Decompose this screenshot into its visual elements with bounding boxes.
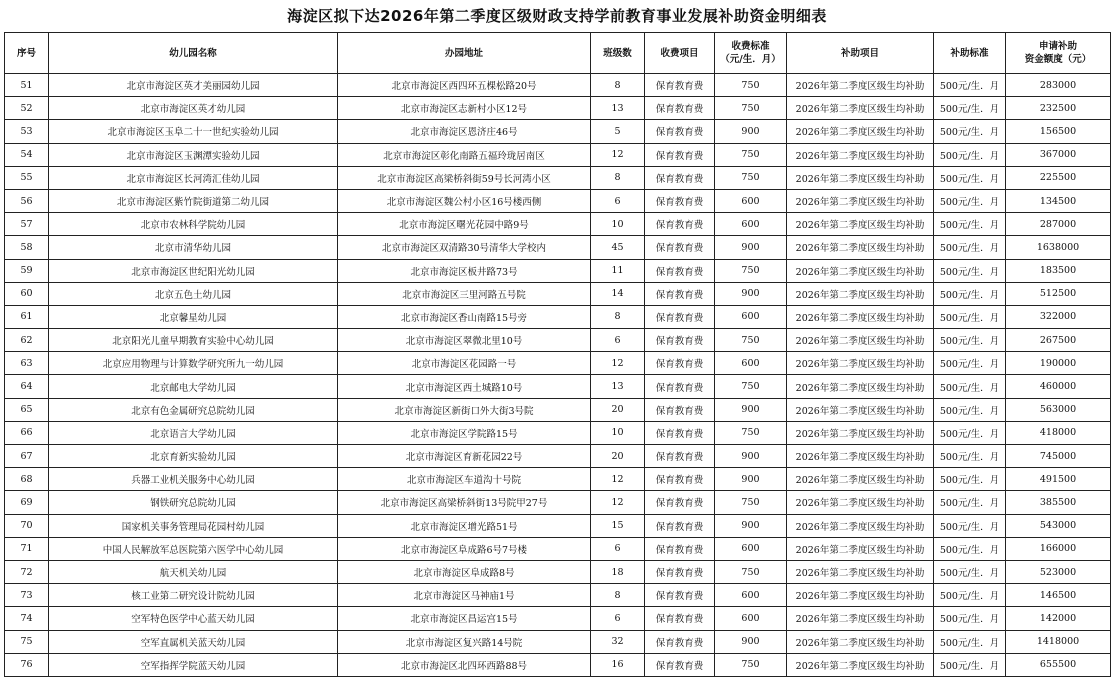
- cell-address: 北京市海淀区曙光花园中路9号: [338, 213, 591, 236]
- cell-address: 北京市海淀区西土城路10号: [338, 375, 591, 398]
- cell-class-count: 12: [591, 352, 645, 375]
- cell-subsidy-item: 2026年第二季度区级生均补助: [787, 236, 934, 259]
- subsidy-table: [4, 32, 1111, 677]
- cell-subsidy-item: 2026年第二季度区级生均补助: [787, 74, 934, 97]
- cell-kindergarten-name: 空军特色医学中心蓝天幼儿园: [49, 607, 338, 630]
- cell-index: 52: [5, 97, 49, 120]
- cell-subsidy-amount: 385500: [1006, 491, 1111, 514]
- cell-subsidy-item: 2026年第二季度区级生均补助: [787, 398, 934, 421]
- cell-address: 北京市海淀区阜成路6号7号楼: [338, 537, 591, 560]
- document-title: 海淀区拟下达2026年第二季度区级财政支持学前教育事业发展补助资金明细表: [287, 7, 827, 25]
- table-row: [5, 120, 1111, 143]
- cell-index: 67: [5, 445, 49, 468]
- cell-fee-standard: 600: [715, 607, 787, 630]
- cell-subsidy-item: 2026年第二季度区级生均补助: [787, 375, 934, 398]
- cell-fee-item: 保育教育费: [645, 653, 715, 676]
- cell-class-count: 6: [591, 537, 645, 560]
- cell-subsidy-standard: 500元/生．月: [934, 213, 1006, 236]
- table-row: [5, 537, 1111, 560]
- table-row: [5, 653, 1111, 676]
- cell-index: 61: [5, 305, 49, 328]
- cell-class-count: 20: [591, 445, 645, 468]
- table-row: [5, 421, 1111, 444]
- table-row: [5, 352, 1111, 375]
- cell-fee-standard: 900: [715, 236, 787, 259]
- cell-class-count: 14: [591, 282, 645, 305]
- cell-class-count: 10: [591, 213, 645, 236]
- cell-fee-item: 保育教育费: [645, 560, 715, 583]
- cell-class-count: 32: [591, 630, 645, 653]
- cell-kindergarten-name: 北京市海淀区玉阜二十一世纪实验幼儿园: [49, 120, 338, 143]
- table-row: [5, 584, 1111, 607]
- cell-subsidy-amount: 225500: [1006, 166, 1111, 189]
- cell-fee-standard: 900: [715, 468, 787, 491]
- cell-subsidy-item: 2026年第二季度区级生均补助: [787, 421, 934, 444]
- cell-index: 64: [5, 375, 49, 398]
- table-row: [5, 398, 1111, 421]
- cell-subsidy-standard: 500元/生．月: [934, 584, 1006, 607]
- cell-index: 55: [5, 166, 49, 189]
- header-kindergarten-name: 幼儿园名称: [49, 33, 338, 74]
- cell-fee-standard: 600: [715, 189, 787, 212]
- cell-subsidy-item: 2026年第二季度区级生均补助: [787, 607, 934, 630]
- cell-subsidy-item: 2026年第二季度区级生均补助: [787, 305, 934, 328]
- cell-address: 北京市海淀区昌运宫15号: [338, 607, 591, 630]
- cell-address: 北京市海淀区高梁桥斜街59号长河湾小区: [338, 166, 591, 189]
- cell-fee-item: 保育教育费: [645, 120, 715, 143]
- cell-address: 北京市海淀区双清路30号清华大学校内: [338, 236, 591, 259]
- cell-subsidy-amount: 267500: [1006, 329, 1111, 352]
- table-row: [5, 329, 1111, 352]
- header-class-count: 班级数: [591, 33, 645, 74]
- cell-class-count: 12: [591, 143, 645, 166]
- cell-fee-standard: 600: [715, 352, 787, 375]
- cell-kindergarten-name: 北京市海淀区英才幼儿园: [49, 97, 338, 120]
- cell-fee-standard: 750: [715, 560, 787, 583]
- cell-subsidy-standard: 500元/生．月: [934, 653, 1006, 676]
- header-fee-standard: 收费标准 （元/生．月）: [715, 33, 787, 74]
- cell-subsidy-item: 2026年第二季度区级生均补助: [787, 97, 934, 120]
- cell-kindergarten-name: 北京市农林科学院幼儿园: [49, 213, 338, 236]
- cell-class-count: 18: [591, 560, 645, 583]
- cell-fee-standard: 750: [715, 653, 787, 676]
- cell-fee-standard: 750: [715, 166, 787, 189]
- cell-index: 68: [5, 468, 49, 491]
- cell-subsidy-amount: 491500: [1006, 468, 1111, 491]
- cell-address: 北京市海淀区花园路一号: [338, 352, 591, 375]
- cell-address: 北京市海淀区车道沟十号院: [338, 468, 591, 491]
- cell-subsidy-item: 2026年第二季度区级生均补助: [787, 352, 934, 375]
- cell-index: 54: [5, 143, 49, 166]
- header-subsidy-item: 补助项目: [787, 33, 934, 74]
- cell-kindergarten-name: 北京育新实验幼儿园: [49, 445, 338, 468]
- cell-kindergarten-name: 北京语言大学幼儿园: [49, 421, 338, 444]
- cell-fee-item: 保育教育费: [645, 398, 715, 421]
- cell-fee-standard: 900: [715, 282, 787, 305]
- cell-fee-standard: 600: [715, 537, 787, 560]
- cell-kindergarten-name: 北京邮电大学幼儿园: [49, 375, 338, 398]
- cell-subsidy-item: 2026年第二季度区级生均补助: [787, 120, 934, 143]
- cell-index: 60: [5, 282, 49, 305]
- cell-subsidy-standard: 500元/生．月: [934, 607, 1006, 630]
- cell-subsidy-standard: 500元/生．月: [934, 97, 1006, 120]
- cell-class-count: 20: [591, 398, 645, 421]
- cell-class-count: 16: [591, 653, 645, 676]
- cell-subsidy-standard: 500元/生．月: [934, 166, 1006, 189]
- cell-fee-item: 保育教育费: [645, 607, 715, 630]
- table-row: [5, 259, 1111, 282]
- cell-address: 北京市海淀区新街口外大街3号院: [338, 398, 591, 421]
- cell-index: 57: [5, 213, 49, 236]
- cell-address: 北京市海淀区阜成路8号: [338, 560, 591, 583]
- cell-index: 74: [5, 607, 49, 630]
- cell-index: 65: [5, 398, 49, 421]
- cell-subsidy-standard: 500元/生．月: [934, 329, 1006, 352]
- cell-subsidy-amount: 146500: [1006, 584, 1111, 607]
- cell-subsidy-item: 2026年第二季度区级生均补助: [787, 653, 934, 676]
- cell-subsidy-item: 2026年第二季度区级生均补助: [787, 166, 934, 189]
- cell-index: 73: [5, 584, 49, 607]
- cell-fee-standard: 750: [715, 491, 787, 514]
- cell-address: 北京市海淀区西四环五棵松路20号: [338, 74, 591, 97]
- table-row: [5, 560, 1111, 583]
- cell-subsidy-amount: 166000: [1006, 537, 1111, 560]
- table-row: [5, 375, 1111, 398]
- cell-index: 62: [5, 329, 49, 352]
- table-row: [5, 74, 1111, 97]
- cell-subsidy-standard: 500元/生．月: [934, 236, 1006, 259]
- cell-address: 北京市海淀区翠微北里10号: [338, 329, 591, 352]
- cell-kindergarten-name: 北京馨星幼儿园: [49, 305, 338, 328]
- header-subsidy-standard: 补助标准: [934, 33, 1006, 74]
- cell-fee-item: 保育教育费: [645, 97, 715, 120]
- cell-fee-item: 保育教育费: [645, 352, 715, 375]
- cell-subsidy-item: 2026年第二季度区级生均补助: [787, 537, 934, 560]
- header-row: [5, 33, 1111, 74]
- cell-subsidy-amount: 543000: [1006, 514, 1111, 537]
- cell-subsidy-standard: 500元/生．月: [934, 421, 1006, 444]
- table-row: [5, 445, 1111, 468]
- cell-fee-standard: 600: [715, 584, 787, 607]
- cell-class-count: 6: [591, 329, 645, 352]
- cell-subsidy-amount: 322000: [1006, 305, 1111, 328]
- cell-subsidy-amount: 156500: [1006, 120, 1111, 143]
- cell-subsidy-amount: 1418000: [1006, 630, 1111, 653]
- cell-subsidy-item: 2026年第二季度区级生均补助: [787, 584, 934, 607]
- cell-class-count: 13: [591, 375, 645, 398]
- cell-kindergarten-name: 核工业第二研究设计院幼儿园: [49, 584, 338, 607]
- cell-kindergarten-name: 国家机关事务管理局花园村幼儿园: [49, 514, 338, 537]
- cell-subsidy-item: 2026年第二季度区级生均补助: [787, 282, 934, 305]
- cell-address: 北京市海淀区志新村小区12号: [338, 97, 591, 120]
- cell-class-count: 10: [591, 421, 645, 444]
- cell-subsidy-standard: 500元/生．月: [934, 445, 1006, 468]
- cell-fee-item: 保育教育费: [645, 282, 715, 305]
- cell-class-count: 12: [591, 491, 645, 514]
- cell-fee-item: 保育教育费: [645, 514, 715, 537]
- cell-kindergarten-name: 中国人民解放军总医院第六医学中心幼儿园: [49, 537, 338, 560]
- table-row: [5, 282, 1111, 305]
- cell-index: 69: [5, 491, 49, 514]
- cell-class-count: 45: [591, 236, 645, 259]
- cell-index: 53: [5, 120, 49, 143]
- header-subsidy-amount: 申请补助 资金额度（元）: [1006, 33, 1111, 74]
- cell-fee-item: 保育教育费: [645, 166, 715, 189]
- cell-class-count: 8: [591, 584, 645, 607]
- cell-class-count: 8: [591, 166, 645, 189]
- cell-subsidy-item: 2026年第二季度区级生均补助: [787, 514, 934, 537]
- cell-fee-item: 保育教育费: [645, 305, 715, 328]
- table-row: [5, 514, 1111, 537]
- cell-index: 56: [5, 189, 49, 212]
- cell-fee-standard: 900: [715, 398, 787, 421]
- table-body: [5, 74, 1111, 677]
- cell-kindergarten-name: 北京市海淀区紫竹院街道第二幼儿园: [49, 189, 338, 212]
- cell-subsidy-item: 2026年第二季度区级生均补助: [787, 560, 934, 583]
- cell-address: 北京市海淀区香山南路15号旁: [338, 305, 591, 328]
- cell-subsidy-amount: 512500: [1006, 282, 1111, 305]
- cell-index: 51: [5, 74, 49, 97]
- cell-subsidy-item: 2026年第二季度区级生均补助: [787, 143, 934, 166]
- cell-subsidy-item: 2026年第二季度区级生均补助: [787, 491, 934, 514]
- cell-subsidy-standard: 500元/生．月: [934, 120, 1006, 143]
- cell-subsidy-standard: 500元/生．月: [934, 143, 1006, 166]
- cell-index: 76: [5, 653, 49, 676]
- cell-index: 63: [5, 352, 49, 375]
- cell-address: 北京市海淀区高梁桥斜街13号院甲27号: [338, 491, 591, 514]
- cell-kindergarten-name: 北京五色土幼儿园: [49, 282, 338, 305]
- cell-kindergarten-name: 北京阳光儿童早期教育实验中心幼儿园: [49, 329, 338, 352]
- cell-subsidy-amount: 142000: [1006, 607, 1111, 630]
- cell-subsidy-standard: 500元/生．月: [934, 537, 1006, 560]
- cell-class-count: 12: [591, 468, 645, 491]
- cell-subsidy-standard: 500元/生．月: [934, 375, 1006, 398]
- cell-class-count: 6: [591, 189, 645, 212]
- cell-fee-standard: 900: [715, 630, 787, 653]
- cell-fee-standard: 900: [715, 514, 787, 537]
- cell-index: 66: [5, 421, 49, 444]
- cell-fee-standard: 750: [715, 97, 787, 120]
- cell-fee-item: 保育教育费: [645, 143, 715, 166]
- table-row: [5, 189, 1111, 212]
- cell-subsidy-amount: 655500: [1006, 653, 1111, 676]
- cell-address: 北京市海淀区三里河路五号院: [338, 282, 591, 305]
- cell-subsidy-standard: 500元/生．月: [934, 189, 1006, 212]
- cell-class-count: 8: [591, 305, 645, 328]
- cell-fee-item: 保育教育费: [645, 259, 715, 282]
- cell-subsidy-standard: 500元/生．月: [934, 491, 1006, 514]
- cell-kindergarten-name: 钢铁研究总院幼儿园: [49, 491, 338, 514]
- cell-subsidy-amount: 418000: [1006, 421, 1111, 444]
- cell-subsidy-standard: 500元/生．月: [934, 560, 1006, 583]
- cell-subsidy-item: 2026年第二季度区级生均补助: [787, 329, 934, 352]
- header-index: 序号: [5, 33, 49, 74]
- table-row: [5, 166, 1111, 189]
- cell-kindergarten-name: 北京市海淀区英才美丽园幼儿园: [49, 74, 338, 97]
- cell-subsidy-standard: 500元/生．月: [934, 259, 1006, 282]
- cell-kindergarten-name: 北京应用物理与计算数学研究所九一幼儿园: [49, 352, 338, 375]
- cell-fee-item: 保育教育费: [645, 74, 715, 97]
- cell-class-count: 11: [591, 259, 645, 282]
- cell-fee-item: 保育教育费: [645, 329, 715, 352]
- cell-fee-item: 保育教育费: [645, 236, 715, 259]
- cell-fee-standard: 600: [715, 305, 787, 328]
- cell-fee-standard: 900: [715, 120, 787, 143]
- cell-class-count: 13: [591, 97, 645, 120]
- cell-fee-item: 保育教育费: [645, 630, 715, 653]
- cell-subsidy-item: 2026年第二季度区级生均补助: [787, 468, 934, 491]
- table-row: [5, 630, 1111, 653]
- cell-index: 72: [5, 560, 49, 583]
- cell-index: 59: [5, 259, 49, 282]
- cell-subsidy-standard: 500元/生．月: [934, 305, 1006, 328]
- cell-fee-item: 保育教育费: [645, 584, 715, 607]
- cell-address: 北京市海淀区学院路15号: [338, 421, 591, 444]
- cell-address: 北京市海淀区马神庙1号: [338, 584, 591, 607]
- cell-subsidy-amount: 745000: [1006, 445, 1111, 468]
- cell-kindergarten-name: 北京有色金属研究总院幼儿园: [49, 398, 338, 421]
- cell-fee-standard: 600: [715, 213, 787, 236]
- cell-fee-standard: 750: [715, 143, 787, 166]
- cell-subsidy-standard: 500元/生．月: [934, 630, 1006, 653]
- cell-kindergarten-name: 北京市海淀区世纪阳光幼儿园: [49, 259, 338, 282]
- table-row: [5, 236, 1111, 259]
- cell-fee-item: 保育教育费: [645, 468, 715, 491]
- cell-address: 北京市海淀区板井路73号: [338, 259, 591, 282]
- table-row: [5, 305, 1111, 328]
- table-row: [5, 491, 1111, 514]
- cell-address: 北京市海淀区北四环西路88号: [338, 653, 591, 676]
- cell-index: 70: [5, 514, 49, 537]
- cell-index: 71: [5, 537, 49, 560]
- cell-kindergarten-name: 航天机关幼儿园: [49, 560, 338, 583]
- cell-subsidy-standard: 500元/生．月: [934, 514, 1006, 537]
- cell-subsidy-amount: 563000: [1006, 398, 1111, 421]
- cell-subsidy-amount: 1638000: [1006, 236, 1111, 259]
- cell-class-count: 15: [591, 514, 645, 537]
- cell-subsidy-standard: 500元/生．月: [934, 398, 1006, 421]
- cell-subsidy-item: 2026年第二季度区级生均补助: [787, 445, 934, 468]
- cell-address: 北京市海淀区增光路51号: [338, 514, 591, 537]
- cell-fee-standard: 750: [715, 421, 787, 444]
- cell-kindergarten-name: 北京市海淀区长河湾汇佳幼儿园: [49, 166, 338, 189]
- header-fee-item: 收费项目: [645, 33, 715, 74]
- cell-subsidy-standard: 500元/生．月: [934, 74, 1006, 97]
- cell-subsidy-item: 2026年第二季度区级生均补助: [787, 189, 934, 212]
- cell-kindergarten-name: 兵器工业机关服务中心幼儿园: [49, 468, 338, 491]
- cell-subsidy-amount: 367000: [1006, 143, 1111, 166]
- table-row: [5, 213, 1111, 236]
- cell-subsidy-standard: 500元/生．月: [934, 352, 1006, 375]
- cell-fee-standard: 750: [715, 329, 787, 352]
- cell-subsidy-amount: 283000: [1006, 74, 1111, 97]
- cell-subsidy-amount: 523000: [1006, 560, 1111, 583]
- cell-subsidy-item: 2026年第二季度区级生均补助: [787, 259, 934, 282]
- cell-class-count: 5: [591, 120, 645, 143]
- cell-fee-item: 保育教育费: [645, 213, 715, 236]
- cell-fee-standard: 900: [715, 445, 787, 468]
- cell-address: 北京市海淀区魏公村小区16号楼西侧: [338, 189, 591, 212]
- cell-address: 北京市海淀区复兴路14号院: [338, 630, 591, 653]
- table-row: [5, 468, 1111, 491]
- cell-class-count: 6: [591, 607, 645, 630]
- cell-fee-standard: 750: [715, 375, 787, 398]
- cell-subsidy-amount: 183500: [1006, 259, 1111, 282]
- cell-subsidy-item: 2026年第二季度区级生均补助: [787, 630, 934, 653]
- header-address: 办园地址: [338, 33, 591, 74]
- cell-kindergarten-name: 空军直属机关蓝天幼儿园: [49, 630, 338, 653]
- cell-kindergarten-name: 北京市海淀区玉渊潭实验幼儿园: [49, 143, 338, 166]
- cell-class-count: 8: [591, 74, 645, 97]
- cell-subsidy-standard: 500元/生．月: [934, 282, 1006, 305]
- table-row: [5, 607, 1111, 630]
- cell-index: 58: [5, 236, 49, 259]
- cell-subsidy-standard: 500元/生．月: [934, 468, 1006, 491]
- cell-fee-item: 保育教育费: [645, 491, 715, 514]
- cell-address: 北京市海淀区彰化南路五福玲珑居南区: [338, 143, 591, 166]
- cell-fee-item: 保育教育费: [645, 375, 715, 398]
- cell-kindergarten-name: 北京市清华幼儿园: [49, 236, 338, 259]
- cell-address: 北京市海淀区育新花园22号: [338, 445, 591, 468]
- cell-subsidy-item: 2026年第二季度区级生均补助: [787, 213, 934, 236]
- cell-subsidy-amount: 190000: [1006, 352, 1111, 375]
- cell-fee-item: 保育教育费: [645, 189, 715, 212]
- cell-fee-item: 保育教育费: [645, 445, 715, 468]
- cell-index: 75: [5, 630, 49, 653]
- cell-kindergarten-name: 空军指挥学院蓝天幼儿园: [49, 653, 338, 676]
- cell-fee-standard: 750: [715, 74, 787, 97]
- table-row: [5, 97, 1111, 120]
- cell-fee-standard: 750: [715, 259, 787, 282]
- cell-subsidy-amount: 287000: [1006, 213, 1111, 236]
- cell-subsidy-amount: 134500: [1006, 189, 1111, 212]
- table-row: [5, 143, 1111, 166]
- cell-fee-item: 保育教育费: [645, 421, 715, 444]
- cell-fee-item: 保育教育费: [645, 537, 715, 560]
- cell-subsidy-amount: 232500: [1006, 97, 1111, 120]
- cell-address: 北京市海淀区恩济庄46号: [338, 120, 591, 143]
- cell-subsidy-amount: 460000: [1006, 375, 1111, 398]
